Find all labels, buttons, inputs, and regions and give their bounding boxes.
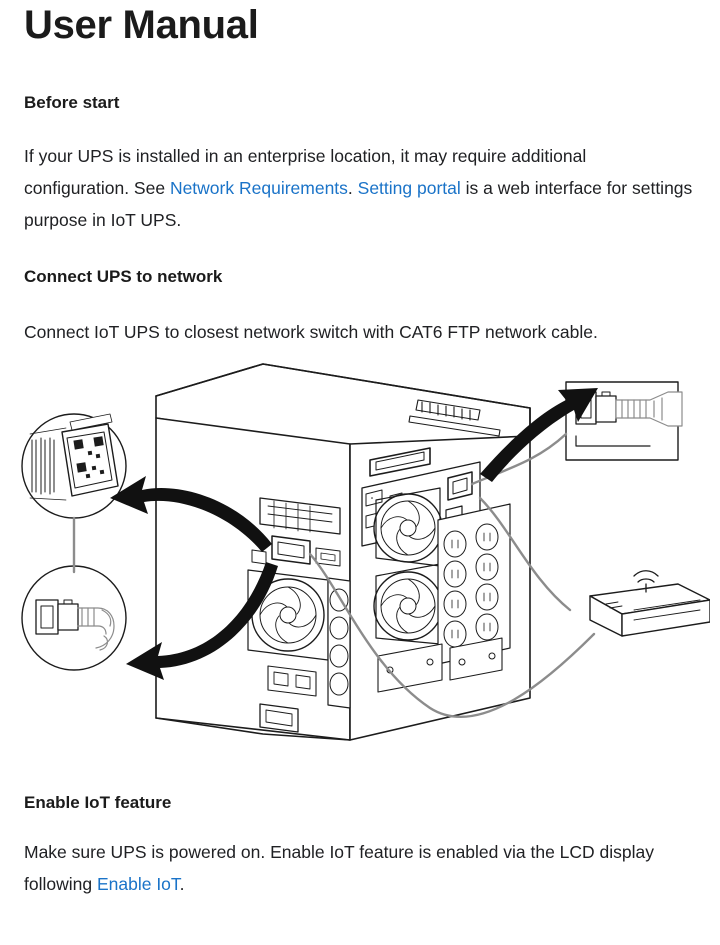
paragraph-text: If your UPS is installed in an enterprise location, it may require additional configuration. See xyxy=(24,146,587,198)
paragraph-text: . xyxy=(347,178,358,198)
spacer xyxy=(24,236,696,266)
paragraph-before-start xyxy=(24,140,696,236)
figure-ups-network-diagram xyxy=(0,348,720,768)
page-title: User Manual xyxy=(24,3,259,47)
ups-diagram-svg xyxy=(10,348,710,768)
paragraph-connect-ups: Connect IoT UPS to closest network switch with CAT6 FTP network cable. xyxy=(24,322,598,342)
spacer xyxy=(24,768,696,792)
link-enable-iot[interactable]: Enable IoT xyxy=(96,874,180,894)
section-heading-enable-iot: Enable IoT feature xyxy=(24,793,172,812)
section-heading-connect-ups: Connect UPS to network xyxy=(24,267,223,286)
link-network-requirements[interactable]: Network Requirements xyxy=(169,178,348,198)
document-content-lower xyxy=(0,768,720,900)
link-setting-portal[interactable]: Setting portal xyxy=(357,178,461,198)
callout-phone-qr xyxy=(22,414,126,518)
paragraph-enable-iot xyxy=(24,836,696,900)
spacer xyxy=(24,288,696,316)
phone-device xyxy=(62,424,118,496)
wireless-router xyxy=(590,571,710,636)
paragraph-text: . xyxy=(179,874,185,894)
paragraph-text: Make sure UPS is powered on. Enable IoT feature is enabled via the LCD display following xyxy=(24,842,655,894)
spacer xyxy=(24,814,696,836)
paragraph-text: is a web interface for settings purpose in IoT UPS. xyxy=(24,178,693,230)
document-content xyxy=(0,0,720,348)
spacer xyxy=(24,114,696,140)
section-heading-before-start: Before start xyxy=(24,93,120,112)
spacer xyxy=(24,48,696,92)
callout-ethernet-port-bottom xyxy=(22,566,126,670)
